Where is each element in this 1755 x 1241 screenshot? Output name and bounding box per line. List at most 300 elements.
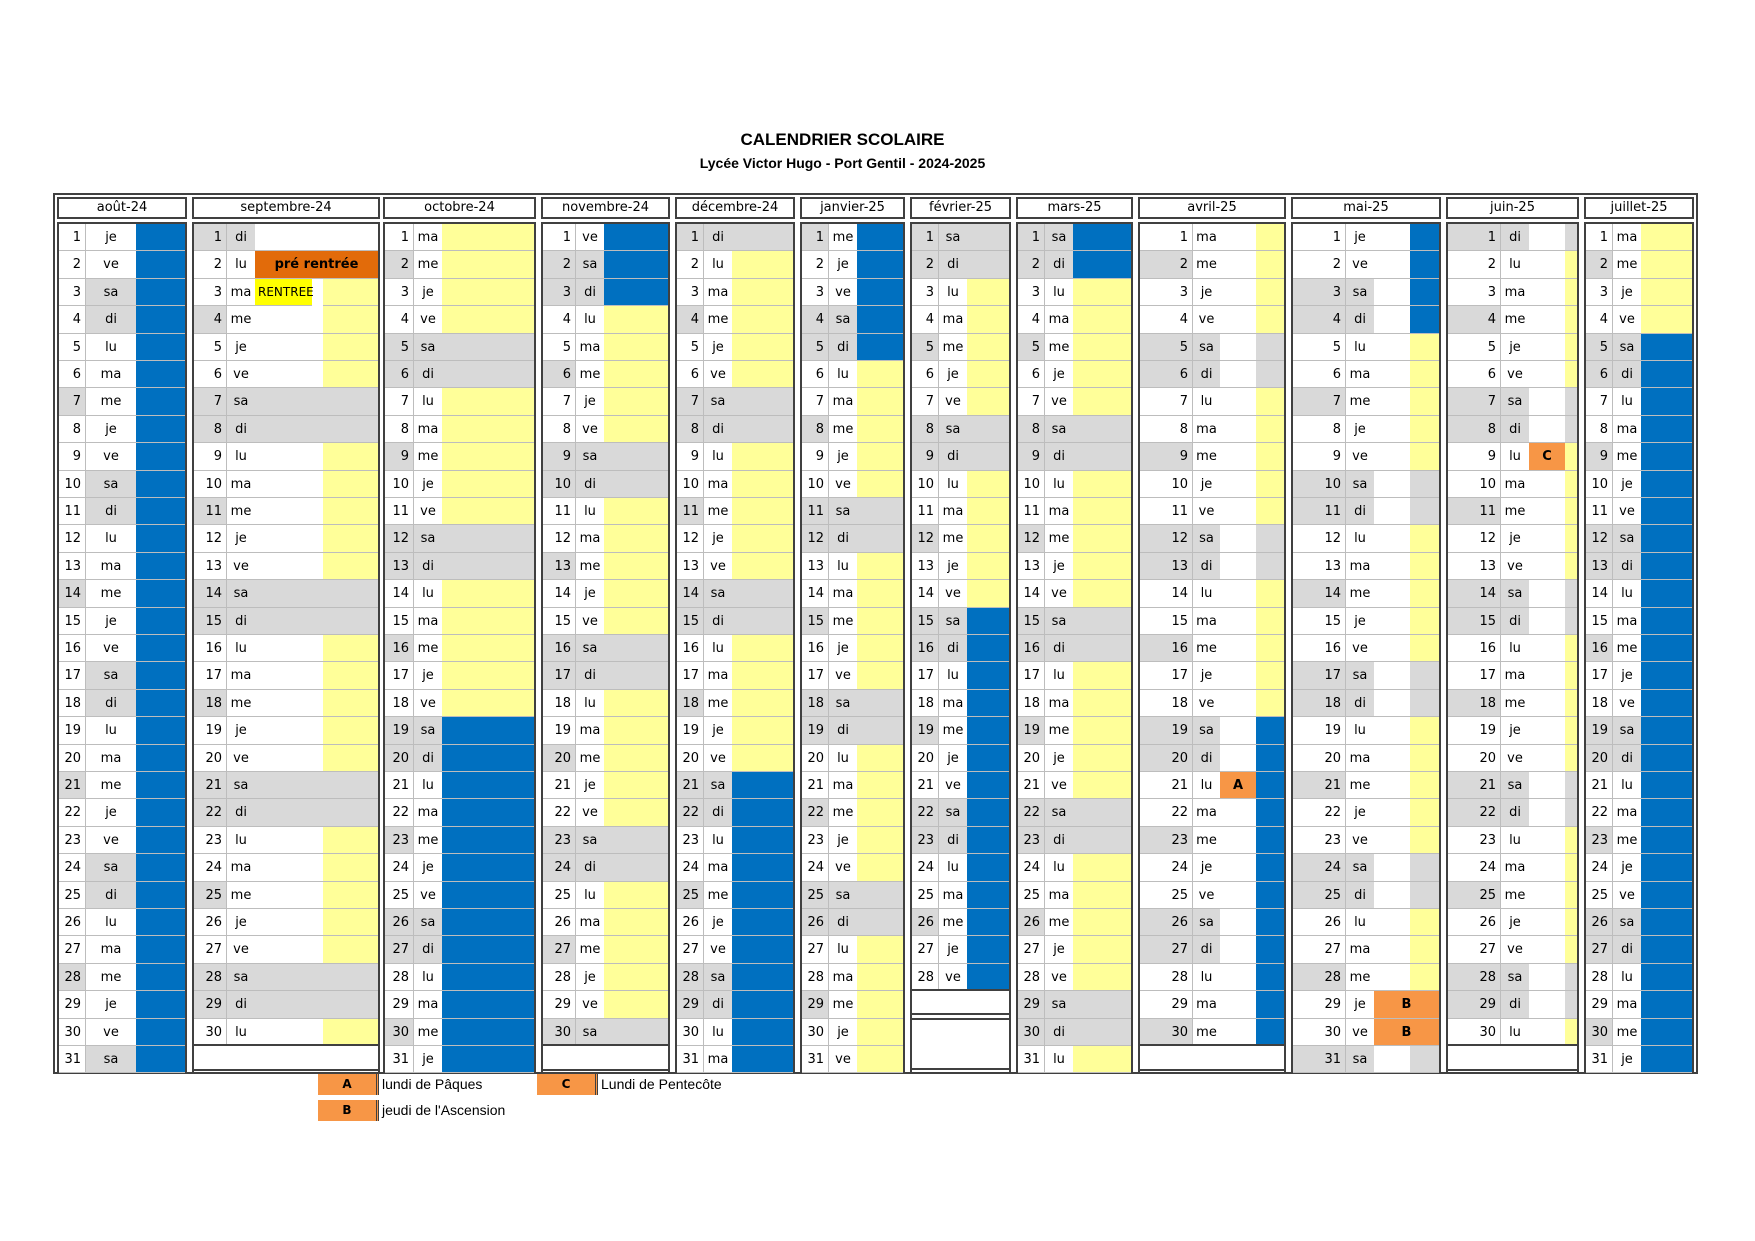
day-number: 19	[543, 717, 576, 744]
day-status	[857, 334, 903, 361]
day-status	[1641, 690, 1692, 717]
day-row	[912, 936, 1009, 963]
day-row	[1018, 991, 1131, 1018]
day-number: 15	[912, 608, 939, 635]
day-row	[543, 882, 668, 909]
day-number: 8	[1140, 416, 1193, 443]
day-number: 6	[385, 361, 414, 388]
day-row	[1586, 279, 1692, 306]
month-days	[675, 222, 795, 1072]
day-weekday: lu	[704, 1019, 732, 1046]
day-row	[1586, 936, 1692, 963]
day-row	[59, 553, 185, 580]
day-number: 5	[802, 334, 829, 361]
day-row	[543, 306, 668, 333]
day-number: 15	[1586, 608, 1613, 635]
day-weekday: sa	[1501, 388, 1529, 415]
day-row	[385, 936, 534, 963]
day-row	[802, 991, 903, 1018]
day-weekday: ve	[1613, 690, 1641, 717]
day-weekday: sa	[939, 416, 967, 443]
day-weekday: je	[829, 827, 857, 854]
day-status	[1641, 745, 1692, 772]
day-status	[255, 772, 378, 799]
day-status	[1073, 224, 1131, 251]
day-row	[1140, 553, 1284, 580]
day-weekday: ve	[939, 580, 967, 607]
day-weekday: je	[414, 279, 442, 306]
day-status	[136, 580, 185, 607]
day-row	[194, 690, 378, 717]
day-row	[59, 525, 185, 552]
day-row	[543, 991, 668, 1018]
day-status	[857, 251, 903, 278]
month-header: décembre-24	[675, 197, 795, 219]
day-row	[912, 306, 1009, 333]
day-code	[1220, 498, 1256, 525]
day-status	[1256, 388, 1284, 415]
day-status	[1565, 882, 1577, 909]
day-row	[385, 772, 534, 799]
day-weekday: ma	[829, 388, 857, 415]
day-number: 29	[1140, 991, 1193, 1018]
empty-cell	[910, 989, 1011, 1015]
day-row	[385, 1019, 534, 1046]
day-weekday: ve	[829, 662, 857, 689]
day-weekday: ve	[1346, 1019, 1374, 1046]
day-number: 16	[1448, 635, 1501, 662]
day-code	[1374, 854, 1410, 881]
day-number: 7	[1140, 388, 1193, 415]
day-weekday: di	[227, 416, 255, 443]
day-row	[1448, 662, 1577, 689]
day-weekday: lu	[1193, 964, 1220, 991]
day-status	[732, 306, 793, 333]
day-number: 8	[385, 416, 414, 443]
day-status	[967, 635, 1009, 662]
day-number: 2	[912, 251, 939, 278]
day-weekday: di	[829, 909, 857, 936]
month-column	[1582, 195, 1696, 1072]
day-weekday: me	[1613, 443, 1641, 470]
day-status	[857, 443, 903, 470]
day-code	[1220, 525, 1256, 552]
day-row	[1018, 772, 1131, 799]
day-weekday: ma	[829, 964, 857, 991]
day-status	[1073, 882, 1131, 909]
day-status	[1410, 772, 1439, 799]
day-weekday: je	[1193, 471, 1220, 498]
day-row	[1448, 745, 1577, 772]
day-weekday: je	[1501, 525, 1529, 552]
day-number: 14	[194, 580, 227, 607]
day-status	[442, 388, 534, 415]
day-weekday: ma	[1193, 991, 1220, 1018]
day-status	[255, 964, 378, 991]
day-row	[1140, 635, 1284, 662]
day-number: 29	[543, 991, 576, 1018]
day-row	[802, 498, 903, 525]
day-weekday: je	[939, 361, 967, 388]
day-status	[1641, 608, 1692, 635]
month-header: juillet-25	[1584, 197, 1694, 219]
day-row	[677, 662, 793, 689]
day-row	[543, 251, 668, 278]
day-row	[194, 334, 378, 361]
day-row	[59, 827, 185, 854]
day-status	[1256, 882, 1284, 909]
day-weekday: je	[1613, 1046, 1641, 1073]
day-row	[1140, 361, 1284, 388]
day-weekday: me	[1346, 772, 1374, 799]
day-number: 14	[385, 580, 414, 607]
day-number: 31	[1018, 1046, 1045, 1073]
day-number: 24	[1448, 854, 1501, 881]
day-number: 2	[1140, 251, 1193, 278]
day-status	[732, 635, 793, 662]
day-weekday: sa	[939, 608, 967, 635]
day-code	[1374, 662, 1410, 689]
day-row	[543, 745, 668, 772]
day-status	[1565, 608, 1577, 635]
day-number: 26	[194, 909, 227, 936]
day-number: 7	[677, 388, 704, 415]
day-row	[194, 498, 378, 525]
day-number: 30	[385, 1019, 414, 1046]
day-row	[385, 964, 534, 991]
day-status	[442, 1046, 534, 1073]
day-status	[604, 772, 668, 799]
day-status	[604, 882, 668, 909]
day-code	[1220, 580, 1256, 607]
day-weekday: di	[227, 224, 255, 251]
day-row	[1586, 443, 1692, 470]
day-row	[1448, 525, 1577, 552]
day-row	[677, 334, 793, 361]
day-status	[136, 279, 185, 306]
day-status	[1565, 827, 1577, 854]
day-number: 28	[1448, 964, 1501, 991]
day-weekday: di	[1045, 635, 1073, 662]
day-weekday: ma	[1045, 882, 1073, 909]
month-header: novembre-24	[541, 197, 670, 219]
day-status	[1073, 334, 1131, 361]
day-status	[604, 745, 668, 772]
day-row	[677, 1019, 793, 1046]
day-status	[136, 498, 185, 525]
day-status	[604, 1019, 668, 1046]
day-weekday: ve	[414, 306, 442, 333]
day-number: 1	[1293, 224, 1346, 251]
day-status: pré rentrée	[255, 251, 378, 278]
day-row	[1140, 251, 1284, 278]
day-weekday: ma	[939, 498, 967, 525]
day-status	[604, 662, 668, 689]
day-number: 11	[1140, 498, 1193, 525]
day-number: 4	[802, 306, 829, 333]
day-weekday: ma	[704, 471, 732, 498]
day-status	[732, 334, 793, 361]
calendar-grid	[53, 193, 1698, 1074]
day-status	[1073, 854, 1131, 881]
day-number: 30	[194, 1019, 227, 1046]
day-status	[136, 635, 185, 662]
day-row	[1140, 306, 1284, 333]
day-weekday: me	[1193, 251, 1220, 278]
day-status	[1565, 443, 1577, 470]
day-number: 7	[802, 388, 829, 415]
day-weekday: ma	[414, 991, 442, 1018]
day-row	[1293, 827, 1439, 854]
day-row	[802, 909, 903, 936]
day-number: 27	[802, 936, 829, 963]
day-row	[59, 224, 185, 251]
day-number: 14	[1448, 580, 1501, 607]
day-row	[543, 279, 668, 306]
day-weekday: lu	[1045, 279, 1073, 306]
day-row	[194, 416, 378, 443]
day-weekday: ma	[1346, 745, 1374, 772]
day-code	[1529, 909, 1565, 936]
day-weekday: di	[704, 799, 732, 826]
day-weekday: di	[1193, 936, 1220, 963]
day-weekday: je	[1045, 361, 1073, 388]
day-number: 27	[1293, 936, 1346, 963]
day-code	[1220, 306, 1256, 333]
day-status	[732, 1019, 793, 1046]
day-weekday: sa	[1045, 224, 1073, 251]
month-column	[1289, 195, 1443, 1072]
day-status	[1641, 1046, 1692, 1073]
day-weekday: je	[829, 251, 857, 278]
page-title: CALENDRIER SCOLAIRE	[740, 130, 945, 149]
day-number: 10	[1448, 471, 1501, 498]
day-weekday: ve	[576, 224, 604, 251]
day-number: 6	[1018, 361, 1045, 388]
day-row	[1586, 416, 1692, 443]
day-status	[136, 553, 185, 580]
day-status	[604, 279, 668, 306]
day-number: 24	[543, 854, 576, 881]
day-number: 5	[194, 334, 227, 361]
day-number: 4	[543, 306, 576, 333]
day-number: 10	[912, 471, 939, 498]
day-number: 21	[194, 772, 227, 799]
day-code	[1374, 416, 1410, 443]
day-row	[677, 936, 793, 963]
day-row	[194, 991, 378, 1018]
day-status	[732, 471, 793, 498]
day-weekday: je	[576, 772, 604, 799]
day-number: 23	[385, 827, 414, 854]
day-row	[1018, 388, 1131, 415]
day-row	[677, 1046, 793, 1073]
legend-label: Lundi de Pentecôte	[601, 1076, 722, 1092]
day-number: 9	[912, 443, 939, 470]
day-number: 19	[1293, 717, 1346, 744]
day-weekday: lu	[414, 388, 442, 415]
day-weekday: ve	[1193, 306, 1220, 333]
day-row	[1018, 224, 1131, 251]
day-weekday: me	[1501, 306, 1529, 333]
day-number: 24	[802, 854, 829, 881]
day-status	[604, 443, 668, 470]
day-row	[1018, 525, 1131, 552]
day-row	[543, 471, 668, 498]
day-number: 25	[1018, 882, 1045, 909]
day-number: 16	[1293, 635, 1346, 662]
day-number: 26	[385, 909, 414, 936]
day-weekday: sa	[414, 717, 442, 744]
day-weekday: sa	[86, 662, 136, 689]
day-number: 30	[1018, 1019, 1045, 1046]
day-weekday: sa	[576, 827, 604, 854]
day-code	[1374, 580, 1410, 607]
day-weekday: lu	[939, 471, 967, 498]
month-days	[57, 222, 187, 1072]
day-status	[1073, 745, 1131, 772]
day-weekday: me	[576, 361, 604, 388]
day-status	[1565, 909, 1577, 936]
day-number: 1	[1586, 224, 1613, 251]
day-status	[1641, 388, 1692, 415]
day-weekday: di	[1045, 827, 1073, 854]
day-weekday: sa	[1346, 854, 1374, 881]
day-row	[385, 827, 534, 854]
day-row	[1140, 443, 1284, 470]
day-number: 8	[194, 416, 227, 443]
day-number: 3	[1018, 279, 1045, 306]
day-weekday: sa	[1501, 580, 1529, 607]
day-number: 10	[1140, 471, 1193, 498]
day-status	[1256, 580, 1284, 607]
day-status	[442, 306, 534, 333]
day-status	[604, 334, 668, 361]
day-status	[1641, 525, 1692, 552]
day-weekday: me	[227, 690, 255, 717]
day-number: 18	[912, 690, 939, 717]
day-number: 9	[385, 443, 414, 470]
day-status	[442, 936, 534, 963]
day-code	[1220, 964, 1256, 991]
day-status	[136, 745, 185, 772]
day-weekday: me	[414, 251, 442, 278]
day-number: 28	[194, 964, 227, 991]
day-number: 17	[1293, 662, 1346, 689]
day-row	[59, 279, 185, 306]
day-weekday: ve	[1045, 388, 1073, 415]
day-row	[802, 608, 903, 635]
day-number: 6	[677, 361, 704, 388]
day-status	[1410, 416, 1439, 443]
day-row	[677, 608, 793, 635]
month-column	[381, 195, 538, 1072]
day-row	[543, 608, 668, 635]
month-header: septembre-24	[192, 197, 380, 219]
day-status	[1410, 306, 1439, 333]
day-weekday: ma	[414, 799, 442, 826]
day-number: 12	[194, 525, 227, 552]
day-number: 8	[1293, 416, 1346, 443]
day-number: 29	[194, 991, 227, 1018]
day-number: 9	[1293, 443, 1346, 470]
day-code	[1220, 553, 1256, 580]
day-code	[1374, 443, 1410, 470]
day-status	[1256, 717, 1284, 744]
day-row	[59, 416, 185, 443]
day-weekday: ma	[1613, 991, 1641, 1018]
day-status	[604, 964, 668, 991]
day-number: 5	[677, 334, 704, 361]
legend-label: jeudi de l'Ascension	[382, 1102, 506, 1118]
day-weekday: lu	[227, 443, 255, 470]
day-weekday: di	[1613, 553, 1641, 580]
day-row	[1448, 443, 1577, 470]
day-number: 3	[543, 279, 576, 306]
day-number: 12	[543, 525, 576, 552]
day-status	[1565, 854, 1577, 881]
day-number: 9	[59, 443, 86, 470]
day-weekday: sa	[1346, 471, 1374, 498]
day-weekday: me	[829, 224, 857, 251]
day-number: 9	[1018, 443, 1045, 470]
day-row	[1586, 909, 1692, 936]
day-status	[732, 717, 793, 744]
day-row	[1018, 498, 1131, 525]
day-number: 22	[1586, 799, 1613, 826]
day-status	[1641, 964, 1692, 991]
day-row	[1293, 854, 1439, 881]
day-code	[1529, 306, 1565, 333]
day-status	[1641, 772, 1692, 799]
day-status-fill	[323, 854, 378, 881]
day-row	[385, 361, 534, 388]
day-number: 21	[1140, 772, 1193, 799]
day-number: 6	[1293, 361, 1346, 388]
day-status-fill	[323, 909, 378, 936]
day-weekday: je	[1346, 608, 1374, 635]
day-weekday: je	[1501, 334, 1529, 361]
day-number: 15	[1448, 608, 1501, 635]
day-status	[136, 936, 185, 963]
day-number: 5	[1448, 334, 1501, 361]
day-row	[677, 690, 793, 717]
day-row	[194, 471, 378, 498]
day-weekday: lu	[86, 525, 136, 552]
day-row	[59, 991, 185, 1018]
legend-code: A	[318, 1074, 379, 1095]
day-weekday: ma	[1193, 608, 1220, 635]
day-row	[194, 827, 378, 854]
day-number: 28	[543, 964, 576, 991]
month-days	[192, 222, 380, 1072]
day-code	[1529, 635, 1565, 662]
day-weekday: lu	[1613, 772, 1641, 799]
day-number: 1	[59, 224, 86, 251]
day-weekday: sa	[939, 799, 967, 826]
day-number: 8	[1586, 416, 1613, 443]
day-status	[1073, 1019, 1131, 1046]
month-header: janvier-25	[800, 197, 905, 219]
day-status	[442, 717, 534, 744]
day-number: 10	[1293, 471, 1346, 498]
day-row	[802, 827, 903, 854]
day-status	[255, 388, 378, 415]
day-number: 10	[677, 471, 704, 498]
day-status	[1410, 608, 1439, 635]
day-weekday: sa	[1193, 717, 1220, 744]
day-number: 8	[1448, 416, 1501, 443]
